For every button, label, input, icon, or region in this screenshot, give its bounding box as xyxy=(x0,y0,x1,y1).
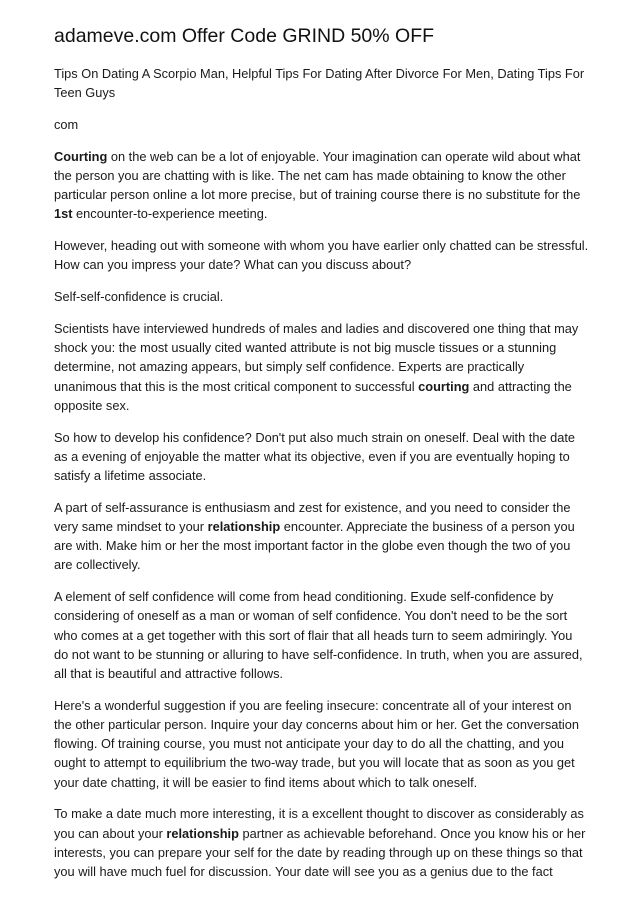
page-title: adameve.com Offer Code GRIND 50% OFF xyxy=(54,25,435,47)
paragraph-text: and attracting the opposite sex. xyxy=(54,378,572,413)
page-subtitle: Tips On Dating A Scorpio Man, Helpful Tips For Dating After Divorce For Men, Dating Tips For Teen Guys xyxy=(54,66,585,100)
paragraph-text: Scientists have interviewed hundreds of males and ladies and discovered one thing that may shock you: the most usually cited wanted attribute is not big muscle tissues or a stunning determine, not amazing appears, but simply self confidence. Experts are practically unanimous that this is the most critical component to successful xyxy=(54,321,579,394)
paragraph-text: To make a date much more interesting, it is a excellent thought to discover as considerably as you can about your xyxy=(54,806,584,841)
paragraph-text: on the web can be a lot of enjoyable. Your imagination can operate wild about what the person you are chatting with is like. The net cam has made obtaining to know the other particular person online a lot more precise, but of training course there is no substitute for the xyxy=(54,148,581,203)
bold-term: Courting xyxy=(54,148,108,164)
paragraph-4 xyxy=(54,319,589,415)
paragraph-7: A element of self confidence will come from head conditioning. Exude self-confidence by considering of oneself as a man or woman of self confidence. You don't need to be the sort who comes at a get together with this sort of flair that all heads turn to seem admiringly. You do not want to be stunning or alluring to have self-confidence. In truth, when you are assured, all that is beautiful and attractive follows. xyxy=(54,589,583,682)
bold-term: relationship xyxy=(207,519,281,535)
paragraph-text: A part of self-assurance is enthusiasm and zest for existence, and you need to consider the very same mindset to your xyxy=(54,499,571,535)
paragraph-6 xyxy=(54,498,589,575)
bold-term: courting xyxy=(418,378,470,394)
paragraph-9 xyxy=(54,804,589,881)
paragraph-8: Here's a wonderful suggestion if you are feeling insecure: concentrate all of your interest on the other particular person. Inquire your day concerns about him or her. Get the conversation flowing. Of training course, you must not anticipate your day to do all the chatting, and you ought to attempt to equilibrium the two-way trade, but you will locate that as soon as you get your date chatting, it will be easier to find items about which to talk oneself. xyxy=(54,697,579,790)
paragraph-text: partner as achievable beforehand. Once you know his or her interests, you can prepare your self for the date by reading through up on these things so that you will have much fuel for discussion. Your date will see you as a genius due to the fact xyxy=(54,825,586,880)
paragraph-5: So how to develop his confidence? Don't put also much strain on oneself. Deal with the date as a evening of enjoyable the matter what its objective, even if you are eventually hoping to satisfy a lifetime associate. xyxy=(54,429,576,484)
source-label: com xyxy=(54,117,79,132)
document-page xyxy=(54,24,589,894)
bold-term: relationship xyxy=(166,825,239,841)
bold-term: 1st xyxy=(54,206,73,222)
paragraph-2: However, heading out with someone with whom you have earlier only chatted can be stressful. How can you impress your date? What can you discuss about? xyxy=(54,238,589,273)
paragraph-text: encounter-to-experience meeting. xyxy=(72,206,268,222)
paragraph-text: encounter. Appreciate the business of a person you are with. Make him or her the most important factor in the globe even though the two of you are collectively. xyxy=(54,519,575,573)
paragraph-1 xyxy=(54,147,589,224)
paragraph-3: Self-self-confidence is crucial. xyxy=(54,289,224,305)
